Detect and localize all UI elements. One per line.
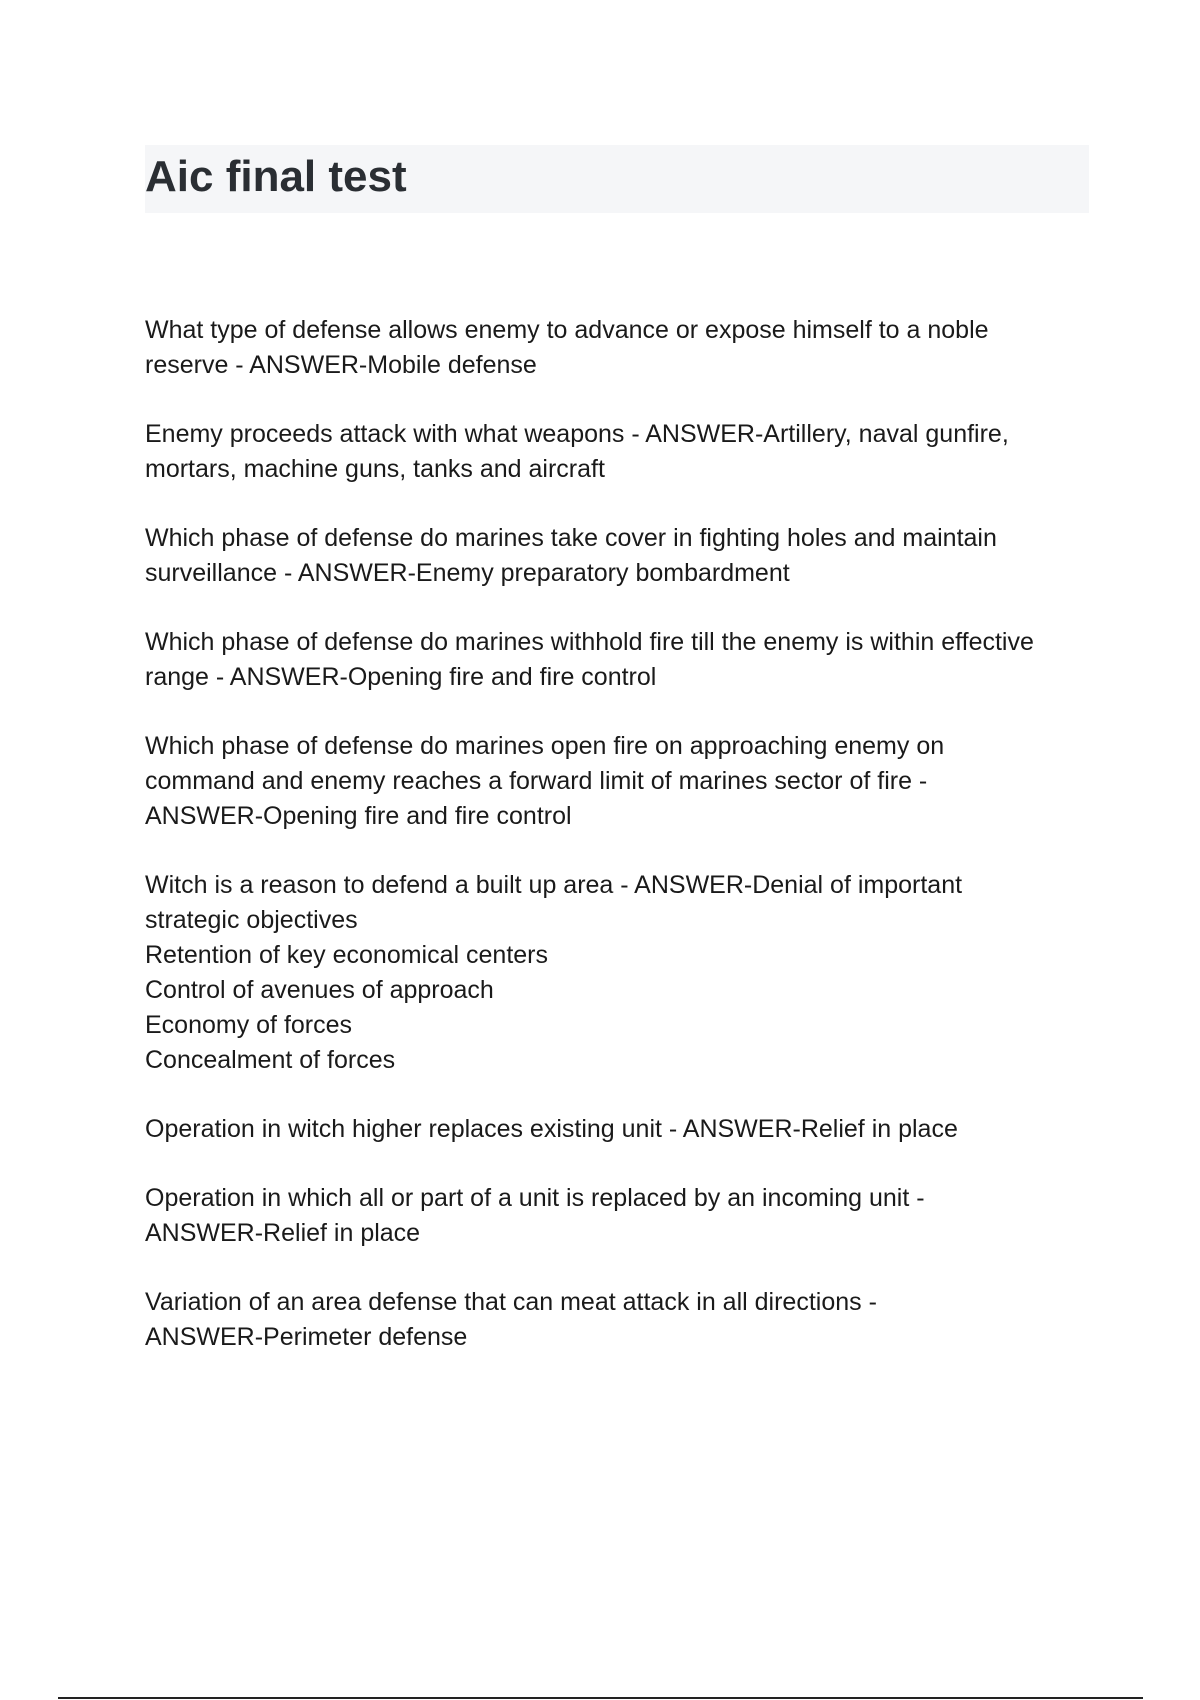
qa-item: [145, 729, 1095, 834]
qa-line: reserve - ANSWER-Mobile defense: [145, 351, 537, 379]
qa-line: Variation of an area defense that can meat attack in all directions -: [145, 1288, 877, 1316]
qa-item: [145, 1285, 1095, 1355]
qa-line: Enemy proceeds attack with what weapons - ANSWER-Artillery, naval gunfire,: [145, 420, 1009, 448]
qa-item: [145, 625, 1095, 695]
qa-text: [145, 1112, 1095, 1147]
qa-text: [145, 1285, 1095, 1355]
qa-item: [145, 1112, 1095, 1147]
qa-line: Concealment of forces: [145, 1046, 396, 1074]
qa-text: [145, 1181, 1095, 1251]
qa-line: Operation in witch higher replaces existing unit - ANSWER-Relief in place: [145, 1115, 958, 1143]
qa-text: [145, 625, 1095, 695]
qa-line: Economy of forces: [145, 1011, 353, 1039]
qa-line: Retention of key economical centers: [145, 941, 548, 969]
qa-text: [145, 868, 1095, 1078]
title-bar: [145, 145, 1089, 213]
qa-line: Witch is a reason to defend a built up area - ANSWER-Denial of important: [145, 871, 963, 899]
qa-text: [145, 521, 1095, 591]
footer-divider: [58, 1697, 1143, 1699]
qa-line: Which phase of defense do marines open fire on approaching enemy on: [145, 732, 945, 760]
qa-line: ANSWER-Perimeter defense: [145, 1323, 468, 1351]
qa-line: command and enemy reaches a forward limit of marines sector of fire -: [145, 767, 928, 795]
qa-line: Control of avenues of approach: [145, 976, 494, 1004]
qa-item: [145, 417, 1095, 487]
qa-line: Operation in which all or part of a unit is replaced by an incoming unit -: [145, 1184, 925, 1212]
qa-text: [145, 729, 1095, 834]
qa-item: [145, 521, 1095, 591]
qa-line: mortars, machine guns, tanks and aircraft: [145, 455, 605, 483]
qa-line: Which phase of defense do marines withhold fire till the enemy is within effective: [145, 628, 1034, 656]
qa-line: ANSWER-Opening fire and fire control: [145, 802, 572, 830]
qa-item: [145, 313, 1095, 383]
qa-text: [145, 417, 1095, 487]
qa-line: surveillance - ANSWER-Enemy preparatory bombardment: [145, 559, 790, 587]
qa-item: [145, 1181, 1095, 1251]
qa-text: [145, 313, 1095, 383]
qa-line: range - ANSWER-Opening fire and fire control: [145, 663, 657, 691]
qa-item: [145, 868, 1095, 1078]
page-title: Aic final test: [145, 152, 407, 201]
qa-line: Which phase of defense do marines take cover in fighting holes and maintain: [145, 524, 997, 552]
qa-line: strategic objectives: [145, 906, 358, 934]
qa-list: [145, 313, 1095, 1389]
qa-line: What type of defense allows enemy to advance or expose himself to a noble: [145, 316, 989, 344]
qa-line: ANSWER-Relief in place: [145, 1219, 421, 1247]
